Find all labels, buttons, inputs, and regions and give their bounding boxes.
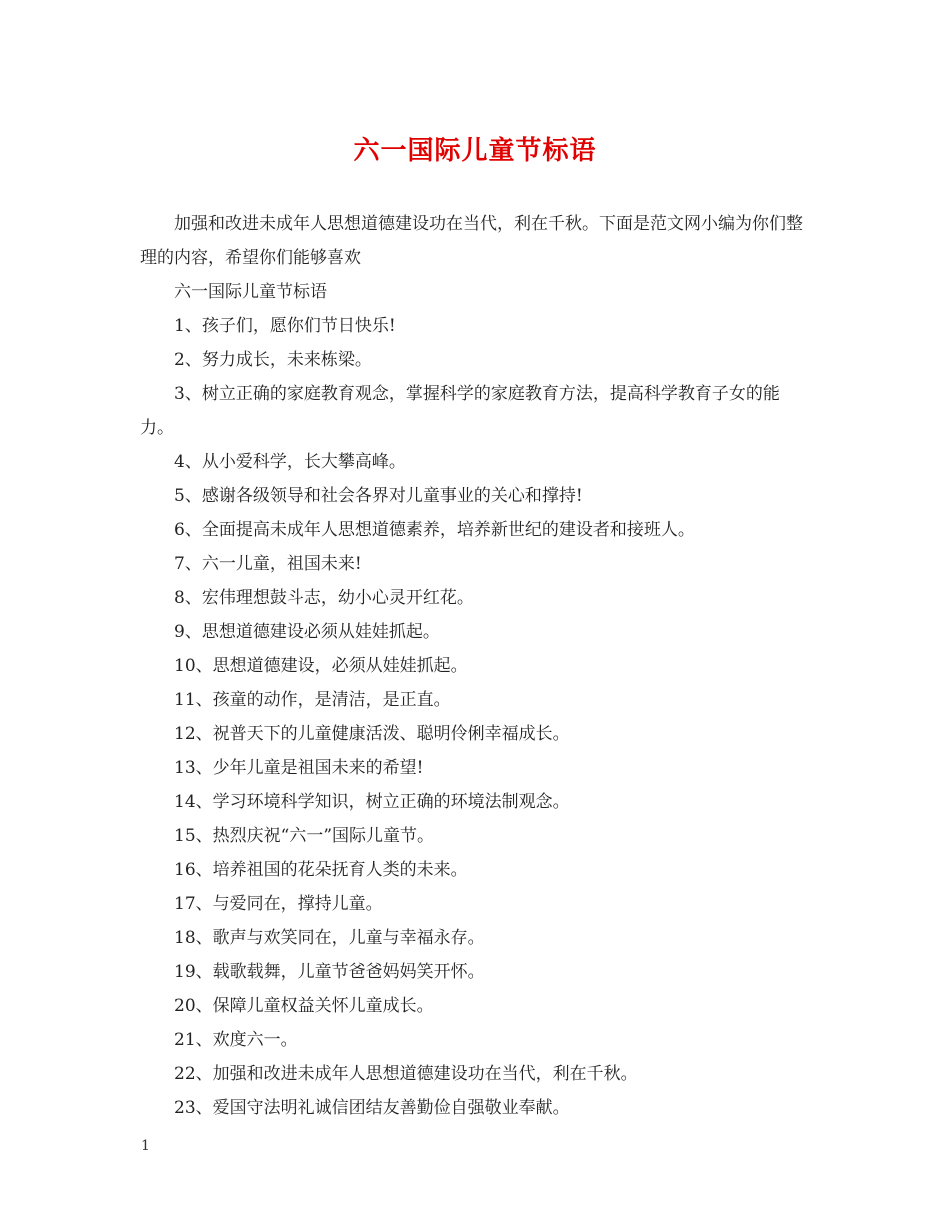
list-item: 21、欢度六一。 <box>174 1030 298 1050</box>
list-item: 23、爱国守法明礼诚信团结友善勤俭自强敬业奉献。 <box>174 1098 570 1118</box>
list-item: 15、热烈庆祝“六一”国际儿童节。 <box>174 826 435 846</box>
section-subtitle: 六一国际儿童节标语 <box>174 282 327 302</box>
list-item: 14、学习环境科学知识，树立正确的环境法制观念。 <box>174 792 570 812</box>
list-item: 12、祝普天下的儿童健康活泼、聪明伶俐幸福成长。 <box>174 724 570 744</box>
list-item: 7、六一儿童，祖国未来! <box>174 554 362 574</box>
list-item: 22、加强和改进未成年人思想道德建设功在当代，利在千秋。 <box>174 1064 638 1084</box>
list-item: 10、思想道德建设，必须从娃娃抓起。 <box>174 656 468 676</box>
list-item: 20、保障儿童权益关怀儿童成长。 <box>174 996 434 1016</box>
list-item: 8、宏伟理想鼓斗志，幼小心灵开红花。 <box>174 588 474 608</box>
page-number: 1 <box>141 1138 150 1154</box>
list-item: 18、歌声与欢笑同在，儿童与幸福永存。 <box>174 928 485 948</box>
list-item: 1、孩子们，愿你们节日快乐! <box>174 316 396 336</box>
list-item: 9、思想道德建设必须从娃娃抓起。 <box>174 622 440 642</box>
list-item: 2、努力成长，未来栋梁。 <box>174 350 372 370</box>
list-item: 19、载歌载舞，儿童节爸爸妈妈笑开怀。 <box>174 962 485 982</box>
list-item: 4、从小爱科学，长大攀高峰。 <box>174 452 406 472</box>
list-item: 17、与爱同在，撑持儿童。 <box>174 894 383 914</box>
intro-paragraph: 加强和改进未成年人思想道德建设功在当代，利在千秋。下面是范文网小编为你们整理的内容，希望你们能够喜欢 <box>140 214 803 268</box>
list-item: 5、感谢各级领导和社会各界对儿童事业的关心和撑持! <box>174 486 583 506</box>
list-item: 13、少年儿童是祖国未来的希望! <box>174 758 424 778</box>
document-body <box>140 207 812 1125</box>
document-title: 六一国际儿童节标语 <box>353 136 597 166</box>
list-item: 16、培养祖国的花朵抚育人类的未来。 <box>174 860 468 880</box>
list-item: 6、全面提高未成年人思想道德素养，培养新世纪的建设者和接班人。 <box>174 520 695 540</box>
list-item: 11、孩童的动作，是清洁，是正直。 <box>174 690 451 710</box>
list-item: 3、树立正确的家庭教育观念，掌握科学的家庭教育方法，提高科学教育子女的能力。 <box>140 384 780 438</box>
